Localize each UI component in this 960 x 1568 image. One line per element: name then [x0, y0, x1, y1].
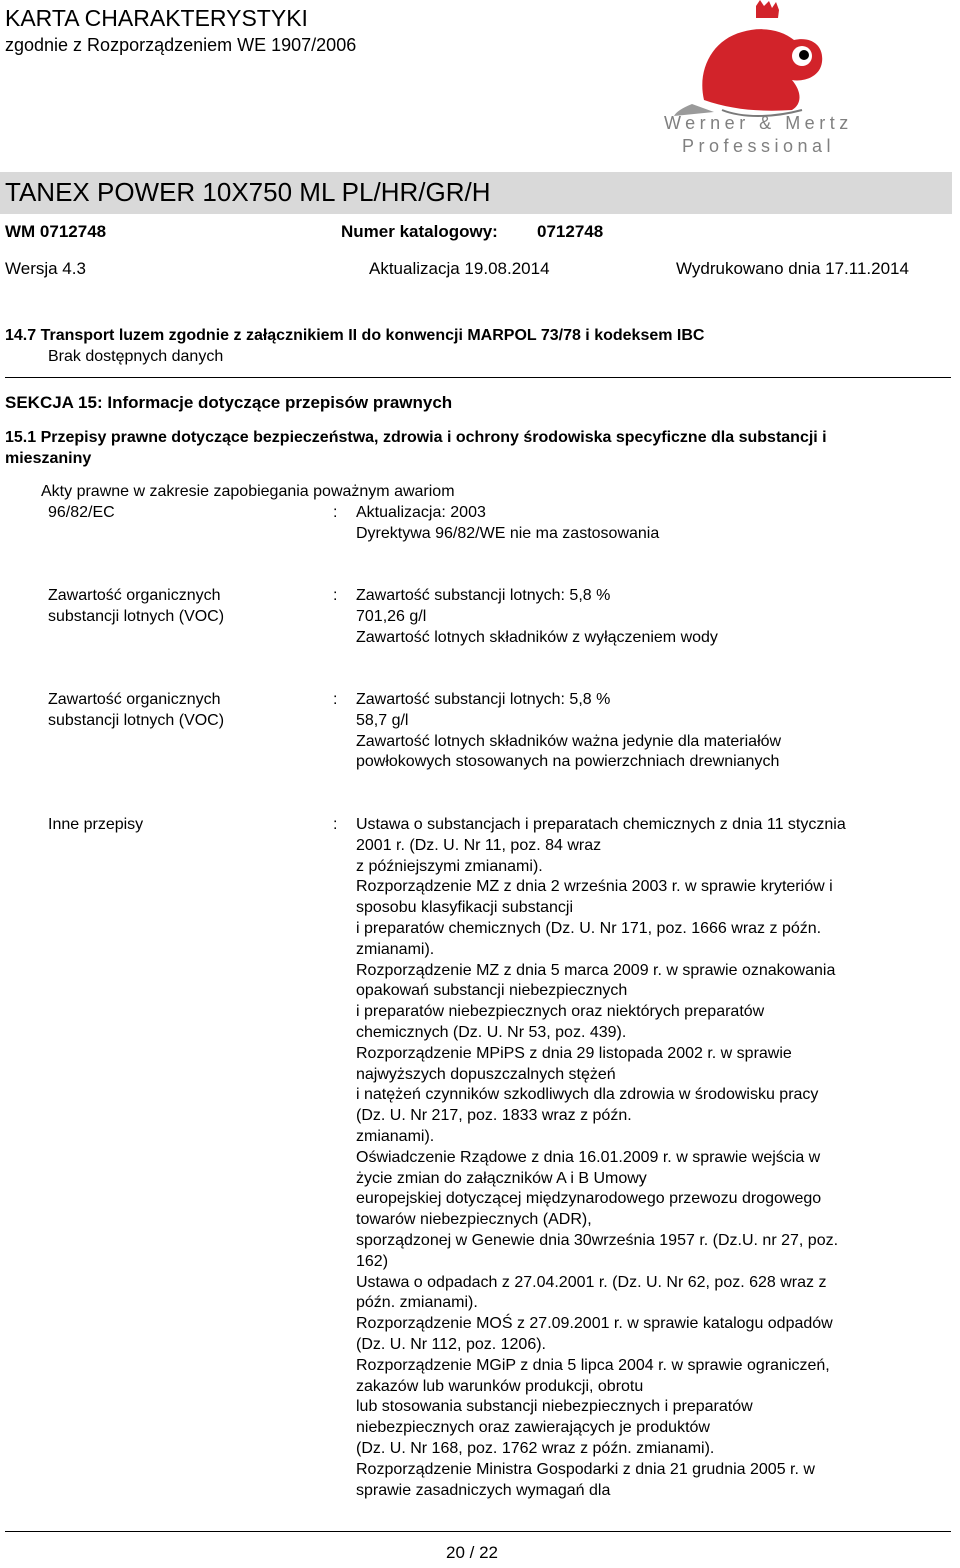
logo-text-brand: Werner & Mertz — [664, 113, 853, 133]
regulation-line: Rozporządzenie Ministra Gospodarki z dnia 21 grudnia 2005 r. w — [356, 1460, 815, 1478]
voc1-value — [356, 586, 718, 648]
regulation-line: chemicznych (Dz. U. Nr 53, poz. 439). — [356, 1023, 627, 1041]
regulation-line: (Dz. U. Nr 217, poz. 1833 wraz z późn. — [356, 1107, 632, 1125]
colon: : — [333, 504, 338, 521]
product-name: TANEX POWER 10X750 ML PL/HR/GR/H — [5, 177, 491, 207]
voc2-value-line: Zawartość lotnych składników ważna jedynie dla materiałów — [356, 732, 782, 750]
footer-divider — [5, 1531, 951, 1532]
regulation-line: i preparatów niebezpiecznych oraz niektórych preparatów — [356, 1003, 765, 1021]
regulation-line: sprawie zasadniczych wymagań dla — [356, 1481, 611, 1499]
regulation-line: 2001 r. (Dz. U. Nr 11, poz. 84 wraz — [356, 836, 602, 854]
regulation-line: Rozporządzenie MZ z dnia 2 września 2003 r. w sprawie kryteriów i — [356, 878, 833, 896]
directive-value-line1: Aktualizacja: 2003 — [356, 504, 486, 521]
document-title: KARTA CHARAKTERYSTYKI — [5, 5, 308, 31]
regulation-line: Rozporządzenie MOŚ z 27.09.2001 r. w sprawie katalogu odpadów — [356, 1315, 833, 1333]
regulation-line: (Dz. U. Nr 168, poz. 1762 wraz z późn. zmianami). — [356, 1439, 715, 1457]
regulation-line: zakazów lub warunków produkcji, obrotu — [356, 1377, 644, 1395]
regulation-line: Rozporządzenie MGiP z dnia 5 lipca 2004 r. w sprawie ograniczeń, — [356, 1356, 830, 1374]
section-divider — [5, 377, 951, 378]
regulation-line: zmianami). — [356, 1127, 435, 1145]
regulation-line: sporządzonej w Genewie dnia 30września 1957 r. (Dz.U. nr 27, poz. — [356, 1231, 839, 1249]
regulation-line: Rozporządzenie MZ z dnia 5 marca 2009 r. w sprawie oznakowania — [356, 961, 836, 979]
regulation-line: towarów niebezpiecznych (ADR), — [356, 1211, 592, 1229]
regulation-line: Ustawa o odpadach z 27.04.2001 r. (Dz. U. Nr 62, poz. 628 wraz z — [356, 1273, 827, 1291]
colon: : — [333, 587, 338, 604]
catalog-number: 0712748 — [537, 222, 604, 241]
regulation-line: niebezpiecznych oraz zawierających je produktów — [356, 1419, 710, 1437]
update-date: Aktualizacja 19.08.2014 — [369, 259, 550, 278]
voc1-label-line1: Zawartość organicznych — [48, 587, 221, 604]
regulation-line: europejskiej dotyczącej międzynarodowego przewozu drogowego — [356, 1190, 822, 1208]
voc2-value — [356, 690, 781, 773]
version: Wersja 4.3 — [5, 259, 86, 278]
regulation-line: najwyższych dopuszczalnych stężeń — [356, 1065, 616, 1083]
section-14-7-heading: 14.7 Transport luzem zgodnie z załącznikiem II do konwencji MARPOL 73/78 i kodeksem IBC — [5, 327, 705, 344]
regulation-line: lub stosowania substancji niebezpiecznych i preparatów — [356, 1398, 753, 1416]
regulation-line: Rozporządzenie MPiPS z dnia 29 listopada 2002 r. w sprawie — [356, 1044, 792, 1062]
section-15-heading: SEKCJA 15: Informacje dotyczące przepisów prawnych — [5, 393, 453, 412]
voc2-value-line: 58,7 g/l — [356, 711, 409, 729]
wm-number: WM 0712748 — [5, 222, 107, 241]
voc1-value-line: Zawartość substancji lotnych: 5,8 % — [356, 587, 611, 604]
document-subtitle: zgodnie z Rozporządzeniem WE 1907/2006 — [5, 35, 357, 55]
page-number: 20 / 22 — [446, 1543, 498, 1562]
other-regulations-list — [356, 815, 846, 1501]
printed-date: Wydrukowano dnia 17.11.2014 — [676, 259, 909, 278]
section-15-1-heading-line1: 15.1 Przepisy prawne dotyczące bezpieczeństwa, zdrowia i ochrony środowiska specyficzne dla substancji i — [5, 429, 827, 446]
section-14-7-text: Brak dostępnych danych — [48, 348, 224, 365]
frog-with-crown-icon — [652, 0, 858, 160]
directive-label: 96/82/EC — [48, 504, 115, 521]
other-regulations-label: Inne przepisy — [48, 816, 144, 833]
regulation-line: opakowań substancji niebezpiecznych — [356, 982, 628, 1000]
logo-text-professional: Professional — [682, 136, 836, 156]
directive-value-line2: Dyrektywa 96/82/WE nie ma zastosowania — [356, 525, 660, 542]
regulation-line: (Dz. U. Nr 112, poz. 1206). — [356, 1335, 546, 1353]
akty-prawne-label: Akty prawne w zakresie zapobiegania poważnym awariom — [41, 483, 455, 500]
regulation-line: Ustawa o substancjach i preparatach chemicznych z dnia 11 stycznia — [356, 816, 846, 833]
regulation-line: Oświadczenie Rządowe z dnia 16.01.2009 r. w sprawie wejścia w — [356, 1148, 821, 1166]
voc2-value-line: powłokowych stosowanych na powierzchniach drewnianych — [356, 753, 780, 771]
voc1-value-line: 701,26 g/l — [356, 607, 427, 625]
colon: : — [333, 691, 338, 708]
colon: : — [333, 816, 338, 833]
voc2-label-line1: Zawartość organicznych — [48, 691, 221, 708]
regulation-line: i preparatów chemicznych (Dz. U. Nr 171, poz. 1666 wraz z późn. — [356, 919, 822, 937]
voc1-value-line: Zawartość lotnych składników z wyłączeniem wody — [356, 628, 718, 646]
section-15-1-heading-line2: mieszaniny — [5, 450, 92, 467]
regulation-line: sposobu klasyfikacji substancji — [356, 899, 573, 917]
regulation-line: 162) — [356, 1252, 389, 1270]
voc2-label-line2: substancji lotnych (VOC) — [48, 712, 225, 729]
regulation-line: życie zmian do załączników A i B Umowy — [356, 1169, 647, 1187]
regulation-line: i natężeń czynników szkodliwych dla zdrowia w środowisku pracy — [356, 1086, 819, 1104]
catalog-label: Numer katalogowy: — [341, 222, 498, 241]
voc2-value-line: Zawartość substancji lotnych: 5,8 % — [356, 691, 611, 708]
regulation-line: z późniejszymi zmianami). — [356, 857, 543, 875]
regulation-line: zmianami). — [356, 940, 435, 958]
regulation-line: późn. zmianami). — [356, 1294, 478, 1312]
voc1-label-line2: substancji lotnych (VOC) — [48, 608, 225, 625]
